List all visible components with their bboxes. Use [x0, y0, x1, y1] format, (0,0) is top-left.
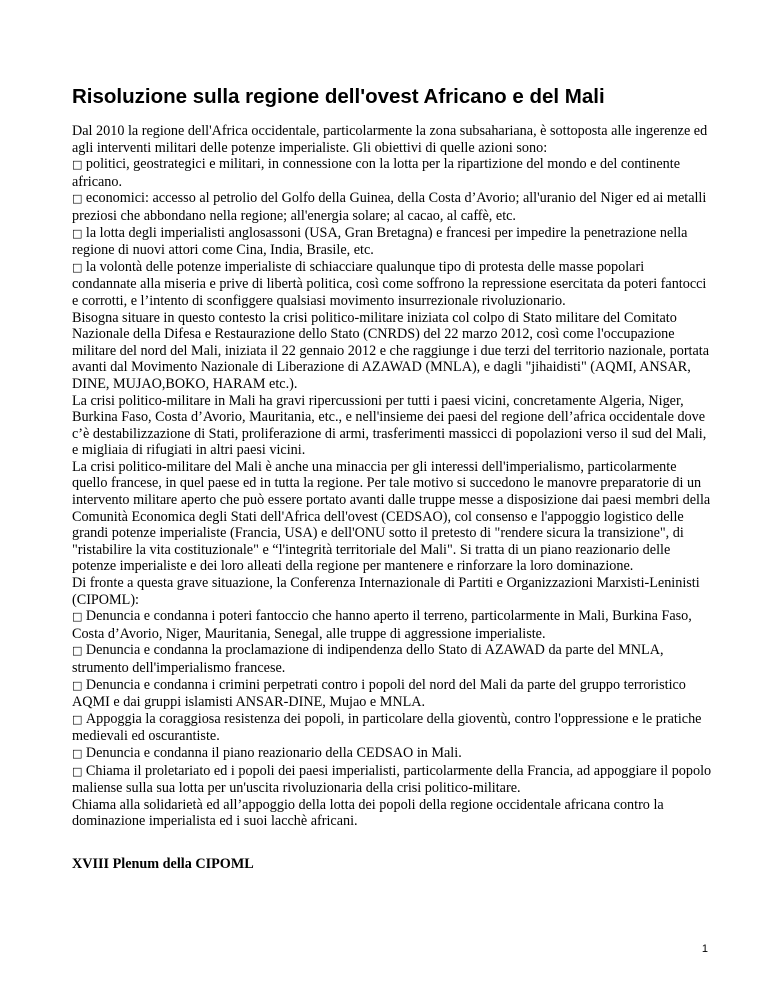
paragraph: Di fronte a questa grave situazione, la Conferenza Internazionale di Partiti e Organizzazioni Marxisti-Leninisti (CIPOML): [72, 575, 700, 608]
paragraph: Bisogna situare in questo contesto la crisi politico-militare iniziata col colpo di Stato militare del Comitato Nazionale della Difesa e Restaurazione dello Stato (CNRDS) del 22 marzo 2012, così come l'occupazione militare del nord del Mali, iniziata il 22 gennaio 2012 e che raggiunge i due terzi del territorio nazionale, portata avanti dal Movimento Nazionale di Liberazione di AZAWAD (MNLA), e dagli "jihaidisti" (AQMI, ANSAR, DINE, MUJAO,BOKO, HARAM etc.). [72, 309, 710, 392]
bullet-paragraph: □ la lotta degli imperialisti anglosassoni (USA, Gran Bretagna) e francesi per impedire la penetrazione nella regione di nuovi attori come Cina, India, Brasile, etc. [72, 225, 712, 259]
bullet-paragraph: □ Denuncia e condanna i crimini perpetrati contro i popoli del nord del Mali da parte del gruppo terroristico AQMI e dai gruppi islamisti ANSAR-DINE, Mujao e MNLA. [72, 677, 712, 711]
paragraph: La crisi politico-militare in Mali ha gravi ripercussioni per tutti i paesi vicini, concretamente Algeria, Niger, Burkina Faso, Costa d’Avorio, Mauritania, etc., e nell'insieme dei paesi del regione dell’africa occidentale dove c’è destabilizzazione di Stati, proliferazione di armi, trasferimenti massicci di popolazioni verso il sud del Mali, e migliaia di rifugiati in altri paesi vicini. [72, 392, 707, 459]
paragraph: Dal 2010 la regione dell'Africa occidentale, particolarmente la zona subsahariana, è sottoposta alle ingerenze ed agli interventi militari delle potenze imperialiste. Gli obiettivi di quelle azioni sono: [72, 123, 708, 156]
document-body [72, 123, 712, 830]
bullet-paragraph: □ Chiama il proletariato ed i popoli dei paesi imperialisti, particolarmente della Francia, ad appoggiare il popolo maliense sulla sua lotta per un'uscita rivoluzionaria della crisi politico-militare. [72, 763, 712, 797]
page-number: 1 [701, 943, 708, 955]
bullet-paragraph: □ la volontà delle potenze imperialiste di schiacciare qualunque tipo di protesta delle masse popolari condannate alla miseria e prive di libertà politica, così come soffrono la repressione esercitata da poteri fantocci e corrotti, e l’intento di sconfiggere qualsiasi movimento insurrezionale rivoluzionario. [72, 259, 712, 310]
bullet-paragraph: □ politici, geostrategici e militari, in connessione con la lotta per la ripartizione del mondo e del continente africano. [72, 156, 712, 190]
paragraph: Chiama alla solidarietà ed all’appoggio della lotta dei popoli della regione occidentale africana contro la dominazione imperialista ed i suoi lacchè africani. [72, 796, 664, 830]
bullet-paragraph: □ Denuncia e condanna il piano reazionario della CEDSAO in Mali. [72, 745, 712, 763]
bullet-paragraph: □ Denuncia e condanna i poteri fantoccio che hanno aperto il terreno, particolarmente in Mali, Burkina Faso, Costa d’Avorio, Niger, Mauritania, Senegal, alle truppe di aggressione imperialiste. [72, 608, 712, 642]
paragraph: La crisi politico-militare del Mali è anche una minaccia per gli interessi dell'imperialismo, particolarmente quello francese, in quel paese ed in tutta la regione. Per tale motivo si succedono le manovre preparatorie di un intervento militare aperto che può essere portato avanti dalle truppe messe a disposizione dai paesi membri della Comunità Economica degli Stati dell'Africa dell'ovest (CEDSAO), col consenso e l'appoggio logistico delle grandi potenze imperialiste (Francia, USA) e dell'ONU sotto il pretesto di "rendere sicura la transizione", di "ristabilire la vita costituzionale" e “l'integrità territoriale del Mali". Si tratta di un piano reazionario delle potenze imperialiste e dei loro alleati della regione per mantenere e rinforzare la loro dominazione. [72, 458, 711, 575]
bullet-paragraph: □ Appoggia la coraggiosa resistenza dei popoli, in particolare della gioventù, contro l'oppressione e le pratiche medievali ed oscurantiste. [72, 711, 712, 745]
document-title: Risoluzione sulla regione dell'ovest Africano e del Mali [72, 85, 605, 108]
bullet-paragraph: □ economici: accesso al petrolio del Golfo della Guinea, della Costa d’Avorio; all'uranio del Niger ed ai metalli preziosi che abbondano nella regione; all'energia solare; al cacao, al caffè, etc. [72, 190, 712, 224]
bullet-paragraph: □ Denuncia e condanna la proclamazione di indipendenza dello Stato di AZAWAD da parte del MNLA, strumento dell'imperialismo francese. [72, 642, 712, 676]
signature: XVIII Plenum della CIPOML [72, 856, 254, 872]
